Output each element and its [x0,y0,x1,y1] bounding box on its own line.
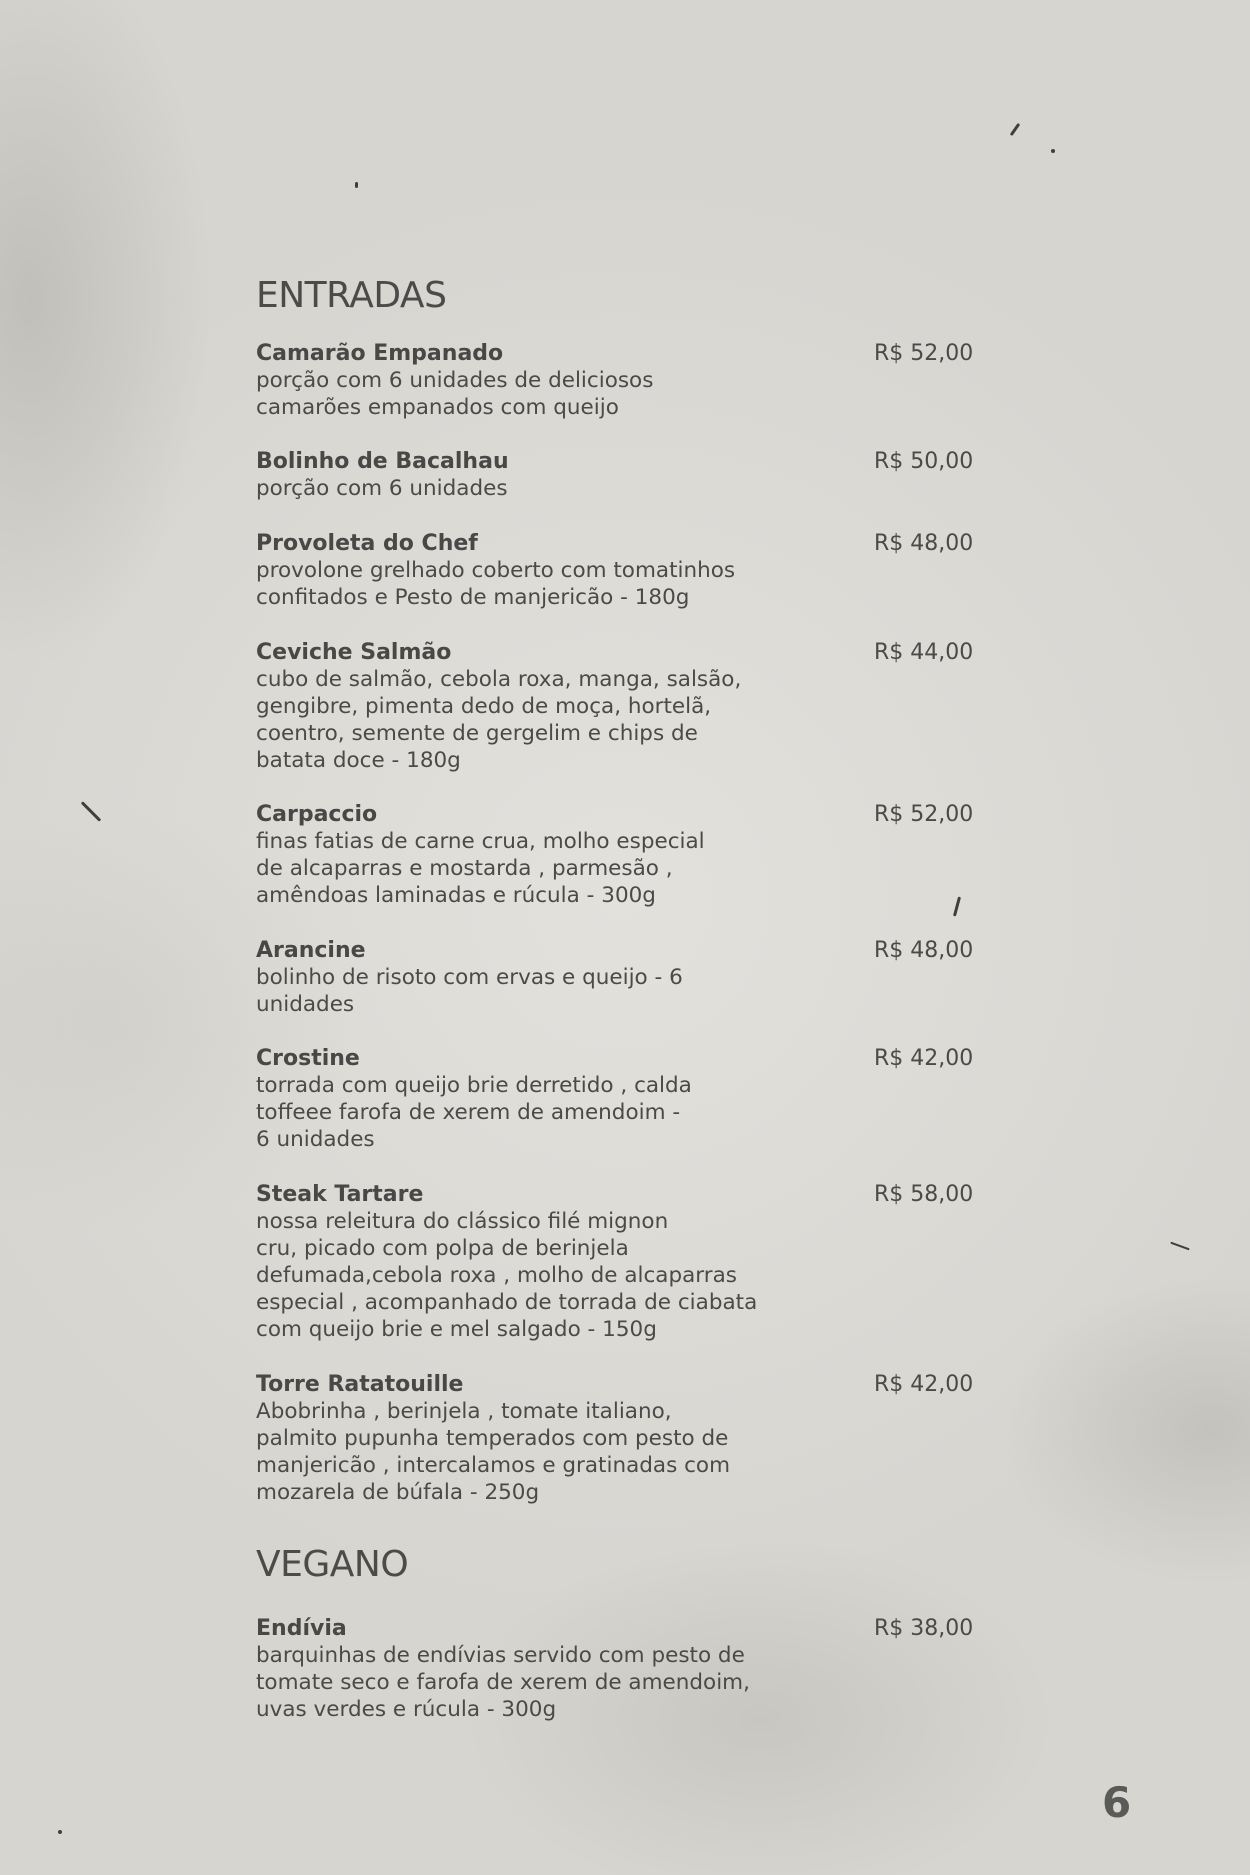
item-price: R$ 42,00 [874,1372,974,1397]
page-number: 6 [1102,1778,1132,1827]
item-description: nossa releitura do clássico filé mignon cru, picado com polpa de berinjela defumada,cebola roxa , molho de alcaparras especial , acompanhado de torrada de ciabata com queijo brie e mel salgado - 150g [256,1209,758,1342]
item-description: provolone grelhado coberto com tomatinhos confitados e Pesto de manjericão - 180g [256,558,736,610]
menu-item [256,639,996,774]
menu-item [256,937,996,1018]
item-description: finas fatias de carne crua, molho especial de alcaparras e mostarda , parmesão , amêndoas laminadas e rúcula - 300g [256,829,705,908]
menu-item [256,340,996,421]
menu-item [256,801,996,909]
menu-item [256,448,996,502]
paper-speck [355,182,358,188]
item-name: Carpaccio [256,802,378,827]
item-name: Provoleta do Chef [256,531,478,556]
paper-speck [81,801,102,822]
paper-speck [1051,149,1055,153]
item-price: R$ 58,00 [874,1182,974,1207]
item-description: bolinho de risoto com ervas e queijo - 6 unidades [256,965,683,1017]
item-name: Steak Tartare [256,1182,424,1207]
item-name: Arancine [256,938,366,963]
section-title-entradas: ENTRADAS [256,275,447,316]
item-description: Abobrinha , berinjela , tomate italiano, palmito pupunha temperados com pesto de manjericão , intercalamos e gratinadas com mozarela de búfala - 250g [256,1399,731,1505]
paper-speck [1010,123,1020,136]
item-name: Crostine [256,1046,360,1071]
menu-item [256,530,996,611]
item-price: R$ 48,00 [874,531,974,556]
item-price: R$ 50,00 [874,449,974,474]
item-price: R$ 52,00 [874,802,974,827]
item-price: R$ 38,00 [874,1616,974,1641]
item-description: porção com 6 unidades de deliciosos camarões empanados com queijo [256,368,654,420]
item-description: cubo de salmão, cebola roxa, manga, salsão, gengibre, pimenta dedo de moça, hortelã, coentro, semente de gergelim e chips de batata doce - 180g [256,667,742,773]
item-name: Ceviche Salmão [256,640,452,665]
section-title-vegano: VEGANO [256,1544,409,1585]
menu-item [256,1181,996,1343]
item-name: Camarão Empanado [256,341,504,366]
paper-speck [58,1830,62,1834]
item-name: Endívia [256,1616,347,1641]
menu-item [256,1371,996,1506]
item-description: barquinhas de endívias servido com pesto de tomate seco e farofa de xerem de amendoim, uvas verdes e rúcula - 300g [256,1643,750,1722]
item-name: Bolinho de Bacalhau [256,449,509,474]
menu-item [256,1045,996,1153]
menu-item [256,1615,996,1723]
item-description: torrada com queijo brie derretido , calda toffeee farofa de xerem de amendoim - 6 unidades [256,1073,692,1152]
item-description: porção com 6 unidades [256,476,508,501]
item-price: R$ 44,00 [874,640,974,665]
item-price: R$ 52,00 [874,341,974,366]
paper-speck [1170,1242,1189,1251]
item-price: R$ 42,00 [874,1046,974,1071]
item-name: Torre Ratatouille [256,1372,464,1397]
item-price: R$ 48,00 [874,938,974,963]
